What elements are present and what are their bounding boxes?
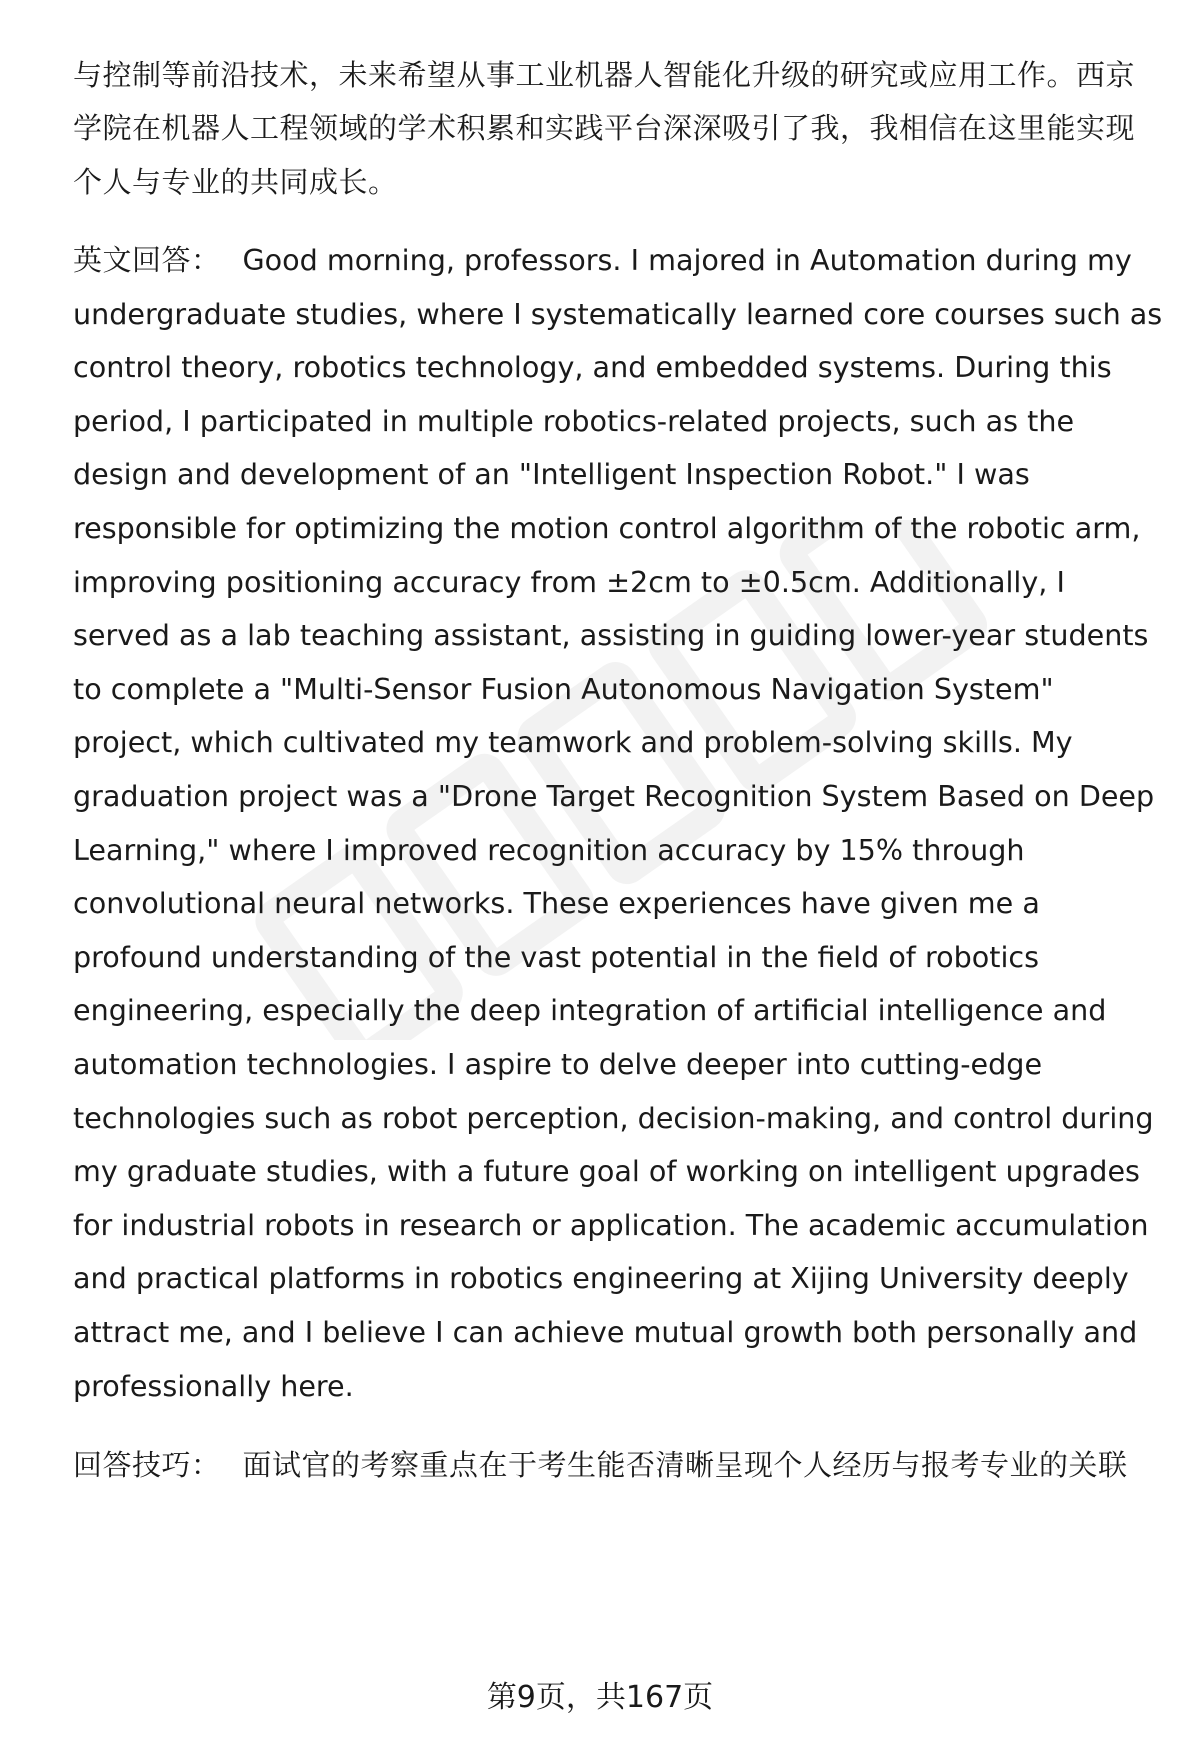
english-answer-line-3: control theory, robotics technology, and embedded systems. During this <box>73 350 1112 384</box>
english-answer-line-17: technologies such as robot perception, decision-making, and control during <box>73 1101 1154 1135</box>
english-answer-label: 英文回答： <box>73 243 221 277</box>
tips-label: 回答技巧： <box>73 1448 221 1482</box>
english-answer-line-19: for industrial robots in research or application. The academic accumulation <box>73 1208 1149 1242</box>
english-answer-text: Good morning, professors. I majored in Automation during my <box>242 243 1132 277</box>
english-answer-line-8: served as a lab teaching assistant, assisting in guiding lower-year students <box>73 618 1149 652</box>
english-answer-line-22: professionally here. <box>73 1369 354 1403</box>
english-answer-line-15: engineering, especially the deep integration of artificial intelligence and <box>73 993 1107 1027</box>
english-answer-line-6: responsible for optimizing the motion control algorithm of the robotic arm, <box>73 511 1141 545</box>
english-answer-line-2: undergraduate studies, where I systematically learned core courses such as <box>73 297 1163 331</box>
intro-line-1: 与控制等前沿技术，未来希望从事工业机器人智能化升级的研究或应用工作。西京 <box>73 58 1136 92</box>
english-answer-line-10: project, which cultivated my teamwork and problem-solving skills. My <box>73 725 1073 759</box>
english-answer-line-1 <box>73 240 1153 280</box>
english-answer-line-16: automation technologies. I aspire to delve deeper into cutting-edge <box>73 1047 1043 1081</box>
english-answer-line-14: profound understanding of the vast potential in the field of robotics <box>73 940 1040 974</box>
english-answer-line-5: design and development of an "Intelligent Inspection Robot." I was <box>73 457 1030 491</box>
tips-text: 面试官的考察重点在于考生能否清晰呈现个人经历与报考专业的关联 <box>242 1448 1128 1482</box>
intro-line-3: 个人与专业的共同成长。 <box>73 165 398 199</box>
english-answer-line-4: period, I participated in multiple robotics-related projects, such as the <box>73 404 1075 438</box>
english-answer-line-12: Learning," where I improved recognition accuracy by 15% through <box>73 833 1025 867</box>
english-answer-line-21: attract me, and I believe I can achieve mutual growth both personally and <box>73 1315 1138 1349</box>
intro-line-2: 学院在机器人工程领域的学术积累和实践平台深深吸引了我，我相信在这里能实现 <box>73 111 1136 145</box>
english-answer-line-13: convolutional neural networks. These experiences have given me a <box>73 886 1040 920</box>
english-answer-line-20: and practical platforms in robotics engineering at Xijing University deeply <box>73 1261 1129 1295</box>
page-number: 第9页，共167页 <box>486 1680 714 1715</box>
english-answer-line-18: my graduate studies, with a future goal of working on intelligent upgrades <box>73 1154 1140 1188</box>
english-answer-line-7: improving positioning accuracy from ±2cm to ±0.5cm. Additionally, I <box>73 565 1065 599</box>
english-answer-line-11: graduation project was a "Drone Target Recognition System Based on Deep <box>73 779 1155 813</box>
tips-line <box>73 1445 1153 1485</box>
english-answer-line-9: to complete a "Multi-Sensor Fusion Autonomous Navigation System" <box>73 672 1054 706</box>
